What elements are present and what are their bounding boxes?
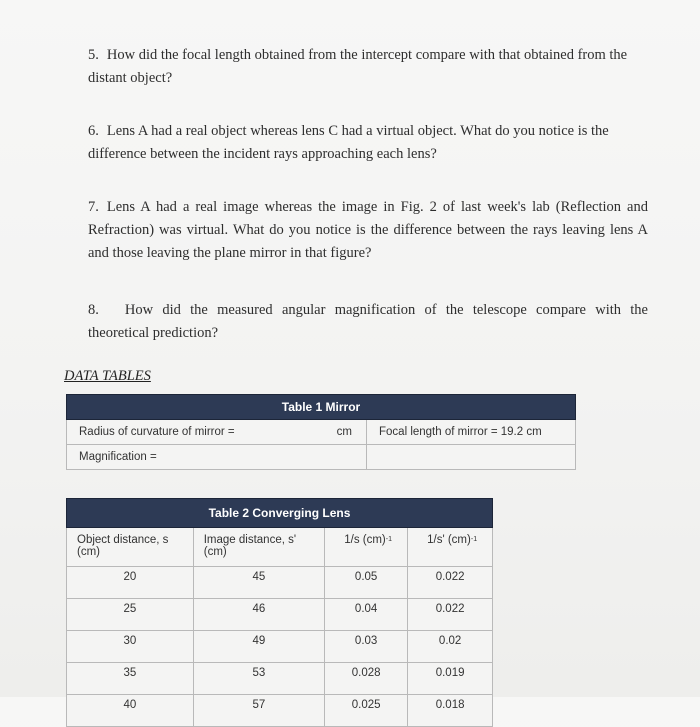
question-text: How did the measured angular magnification of the telescope compare with the theoretical prediction? xyxy=(88,302,648,341)
question-6 xyxy=(88,120,648,166)
question-number: 8. xyxy=(88,302,99,318)
radius-unit: cm xyxy=(300,420,367,445)
cell-inv-s: 0.04 xyxy=(325,599,408,631)
cell-s-prime: 49 xyxy=(193,631,324,663)
question-8 xyxy=(88,299,648,345)
cell-s-prime: 53 xyxy=(193,663,324,695)
header-inverse-s-prime: 1/s' (cm)$^{-1}$ xyxy=(408,528,493,567)
superscript: -1 xyxy=(470,536,478,543)
cell-s-prime: 46 xyxy=(193,599,324,631)
question-number: 5. xyxy=(88,47,99,63)
magnification-value xyxy=(367,445,576,470)
question-text: How did the focal length obtained from the intercept compare with that obtained from the distant object? xyxy=(88,47,628,86)
cell-inv-s-prime: 0.019 xyxy=(408,663,493,695)
question-number: 7. xyxy=(88,199,99,215)
cell-inv-s-prime: 0.02 xyxy=(408,631,493,663)
header-object-distance: Object distance, s (cm) xyxy=(67,528,194,567)
table-row xyxy=(67,631,493,663)
table-lens-title: Table 2 Converging Lens xyxy=(67,499,493,528)
cell-s: 35 xyxy=(67,663,194,695)
question-text: Lens A had a real image whereas the image in Fig. 2 of last week's lab (Reflection and Refraction) was virtual. What do you notice is the difference between the rays leaving lens A and those leaving the plane mirror in that figure? xyxy=(88,199,648,261)
question-text: Lens A had a real object whereas lens C had a virtual object. What do you notice is the difference between the incident rays approaching each lens? xyxy=(88,123,609,162)
table-mirror xyxy=(66,394,576,470)
superscript: -1 xyxy=(385,536,392,543)
table-converging-lens xyxy=(66,498,493,727)
cell-inv-s-prime: 0.022 xyxy=(408,567,493,599)
table-row xyxy=(67,695,493,727)
radius-label: Radius of curvature of mirror = xyxy=(67,420,301,445)
cell-s: 20 xyxy=(67,567,194,599)
cell-s-prime: 45 xyxy=(193,567,324,599)
question-5 xyxy=(88,44,648,90)
focal-length-cell: Focal length of mirror = 19.2 cm xyxy=(367,420,576,445)
data-tables-heading: DATA TABLES xyxy=(64,368,151,384)
header-inverse-s: 1/s (cm)$^{-1}$ xyxy=(325,528,408,567)
cell-inv-s: 0.028 xyxy=(325,663,408,695)
magnification-label: Magnification = xyxy=(67,445,367,470)
cell-inv-s: 0.05 xyxy=(325,567,408,599)
table-row xyxy=(67,663,493,695)
header-image-distance: Image distance, s' (cm) xyxy=(193,528,324,567)
table-row xyxy=(67,599,493,631)
table-row xyxy=(67,567,493,599)
cell-s: 30 xyxy=(67,631,194,663)
cell-s-prime: 57 xyxy=(193,695,324,727)
table-mirror-title: Table 1 Mirror xyxy=(67,395,576,420)
cell-s: 40 xyxy=(67,695,194,727)
cell-inv-s: 0.025 xyxy=(325,695,408,727)
question-number: 6. xyxy=(88,123,99,139)
cell-inv-s: 0.03 xyxy=(325,631,408,663)
cell-s: 25 xyxy=(67,599,194,631)
question-7 xyxy=(88,196,648,265)
cell-inv-s-prime: 0.018 xyxy=(408,695,493,727)
cell-inv-s-prime: 0.022 xyxy=(408,599,493,631)
